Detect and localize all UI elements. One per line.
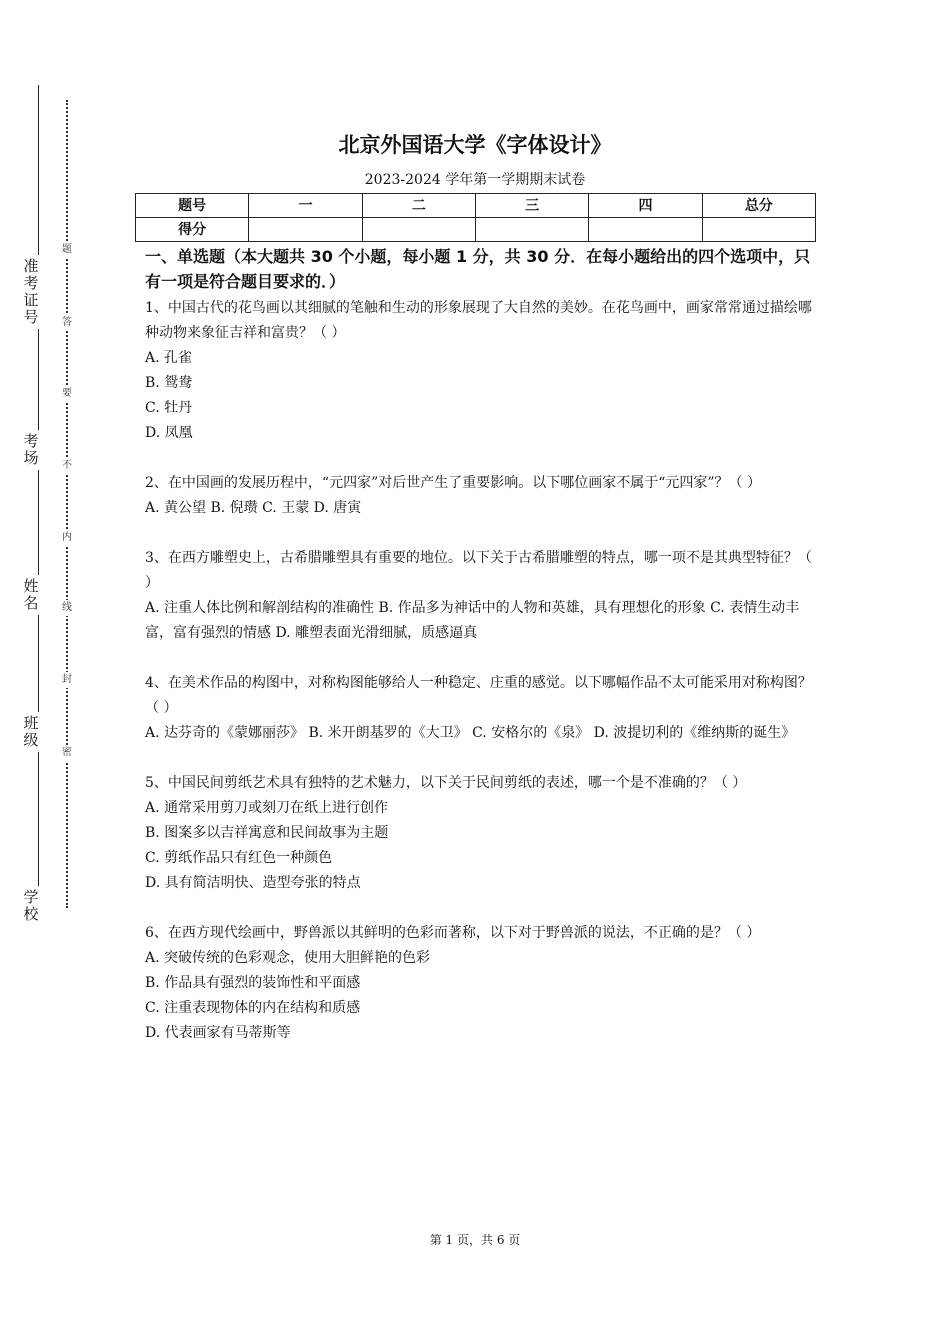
exam-subtitle: 2023-2024 学年第一学期期末试卷 (364, 172, 586, 188)
option-a: A. 孔雀 (145, 350, 193, 366)
binding-label-name: 姓名 (18, 575, 44, 615)
question-6 (145, 921, 817, 1046)
seal-note-char: 题 (58, 242, 76, 258)
option-c: C. 注重表现物体的内在结构和质感 (145, 1000, 361, 1016)
score-input-cell[interactable] (362, 218, 475, 242)
options-inline: A. 注重人体比例和解剖结构的准确性 B. 作品多为神话中的人物和英雄，具有理想化的形象 C. 表情生动丰富，富有强烈的情感 D. 雕塑表面光滑细腻，质感逼真 (145, 600, 800, 641)
option-b: B. 图案多以吉祥寓意和民间故事为主题 (145, 825, 389, 841)
options-inline: A. 黄公望 B. 倪瓒 C. 王蒙 D. 唐寅 (145, 500, 362, 516)
option-d: D. 代表画家有马蒂斯等 (145, 1025, 291, 1041)
seal-note-char: 封 (58, 672, 76, 688)
question-2 (145, 471, 817, 521)
seal-note-char: 线 (58, 600, 76, 616)
question-5 (145, 771, 817, 896)
score-header-cell: 题号 (136, 194, 249, 218)
options-inline: A. 达芬奇的《蒙娜丽莎》 B. 米开朗基罗的《大卫》 C. 安格尔的《泉》 D. 波提切利的《维纳斯的诞生》 (145, 725, 796, 741)
score-table-header-row (136, 194, 816, 218)
option-c: C. 牡丹 (145, 400, 193, 416)
binding-label-class: 班级 (18, 712, 44, 752)
question-text: 3、在西方雕塑史上，古希腊雕塑具有重要的地位。以下关于古希腊雕塑的特点，哪一项不是其典型特征？（ ） (145, 550, 812, 591)
seal-note-char: 内 (58, 530, 76, 546)
option-b: B. 鸳鸯 (145, 375, 193, 391)
binding-label-exam-room: 考场 (18, 430, 44, 470)
question-4 (145, 671, 817, 746)
seal-note-char: 不 (58, 458, 76, 474)
score-table-score-row (136, 218, 816, 242)
seal-note-char: 要 (58, 386, 76, 402)
seal-note-char: 答 (58, 315, 76, 331)
option-d: D. 具有简洁明快、造型夸张的特点 (145, 875, 361, 891)
seal-dotted-line (66, 100, 68, 908)
question-text: 1、中国古代的花鸟画以其细腻的笔触和生动的形象展现了大自然的美妙。在花鸟画中，画家常常通过描绘哪种动物来象征吉祥和富贵？（ ） (145, 300, 812, 341)
question-text: 4、在美术作品的构图中，对称构图能够给人一种稳定、庄重的感觉。以下哪幅作品不太可能采用对称构图？（ ） (145, 675, 812, 716)
score-row-label: 得分 (136, 218, 249, 242)
option-c: C. 剪纸作品只有红色一种颜色 (145, 850, 333, 866)
question-3 (145, 546, 817, 646)
option-a: A. 通常采用剪刀或刻刀在纸上进行创作 (145, 800, 389, 816)
score-header-cell: 三 (475, 194, 588, 218)
option-a: A. 突破传统的色彩观念，使用大胆鲜艳的色彩 (145, 950, 431, 966)
binding-label-exam-number: 准考证号 (18, 255, 44, 329)
question-1 (145, 296, 817, 446)
score-header-cell: 总分 (702, 194, 815, 218)
score-input-cell[interactable] (475, 218, 588, 242)
question-text: 6、在西方现代绘画中，野兽派以其鲜明的色彩而著称，以下对于野兽派的说法，不正确的是？（ ） (145, 925, 761, 941)
exam-title: 北京外国语大学《字体设计》 (338, 133, 612, 157)
option-d: D. 凤凰 (145, 425, 193, 441)
score-table (135, 193, 816, 242)
score-header-cell: 二 (362, 194, 475, 218)
question-text: 5、中国民间剪纸艺术具有独特的艺术魅力，以下关于民间剪纸的表述，哪一个是不准确的？（ ） (145, 775, 747, 791)
option-b: B. 作品具有强烈的装饰性和平面感 (145, 975, 361, 991)
score-input-cell[interactable] (249, 218, 362, 242)
section-title: 一、单选题（本大题共 30 个小题，每小题 1 分，共 30 分．在每小题给出的四个选项中，只有一项是符合题目要求的．） (145, 247, 811, 291)
score-header-cell: 一 (249, 194, 362, 218)
binding-label-school: 学校 (18, 886, 44, 926)
exam-content (145, 244, 817, 1071)
page-footer: 第 1 页，共 6 页 (429, 1233, 521, 1247)
question-text: 2、在中国画的发展历程中，“元四家”对后世产生了重要影响。以下哪位画家不属于“元四家”？（ ） (145, 475, 761, 491)
seal-note-char: 密 (58, 745, 76, 761)
score-header-cell: 四 (589, 194, 702, 218)
binding-line (38, 85, 39, 925)
score-input-cell[interactable] (702, 218, 815, 242)
score-input-cell[interactable] (589, 218, 702, 242)
